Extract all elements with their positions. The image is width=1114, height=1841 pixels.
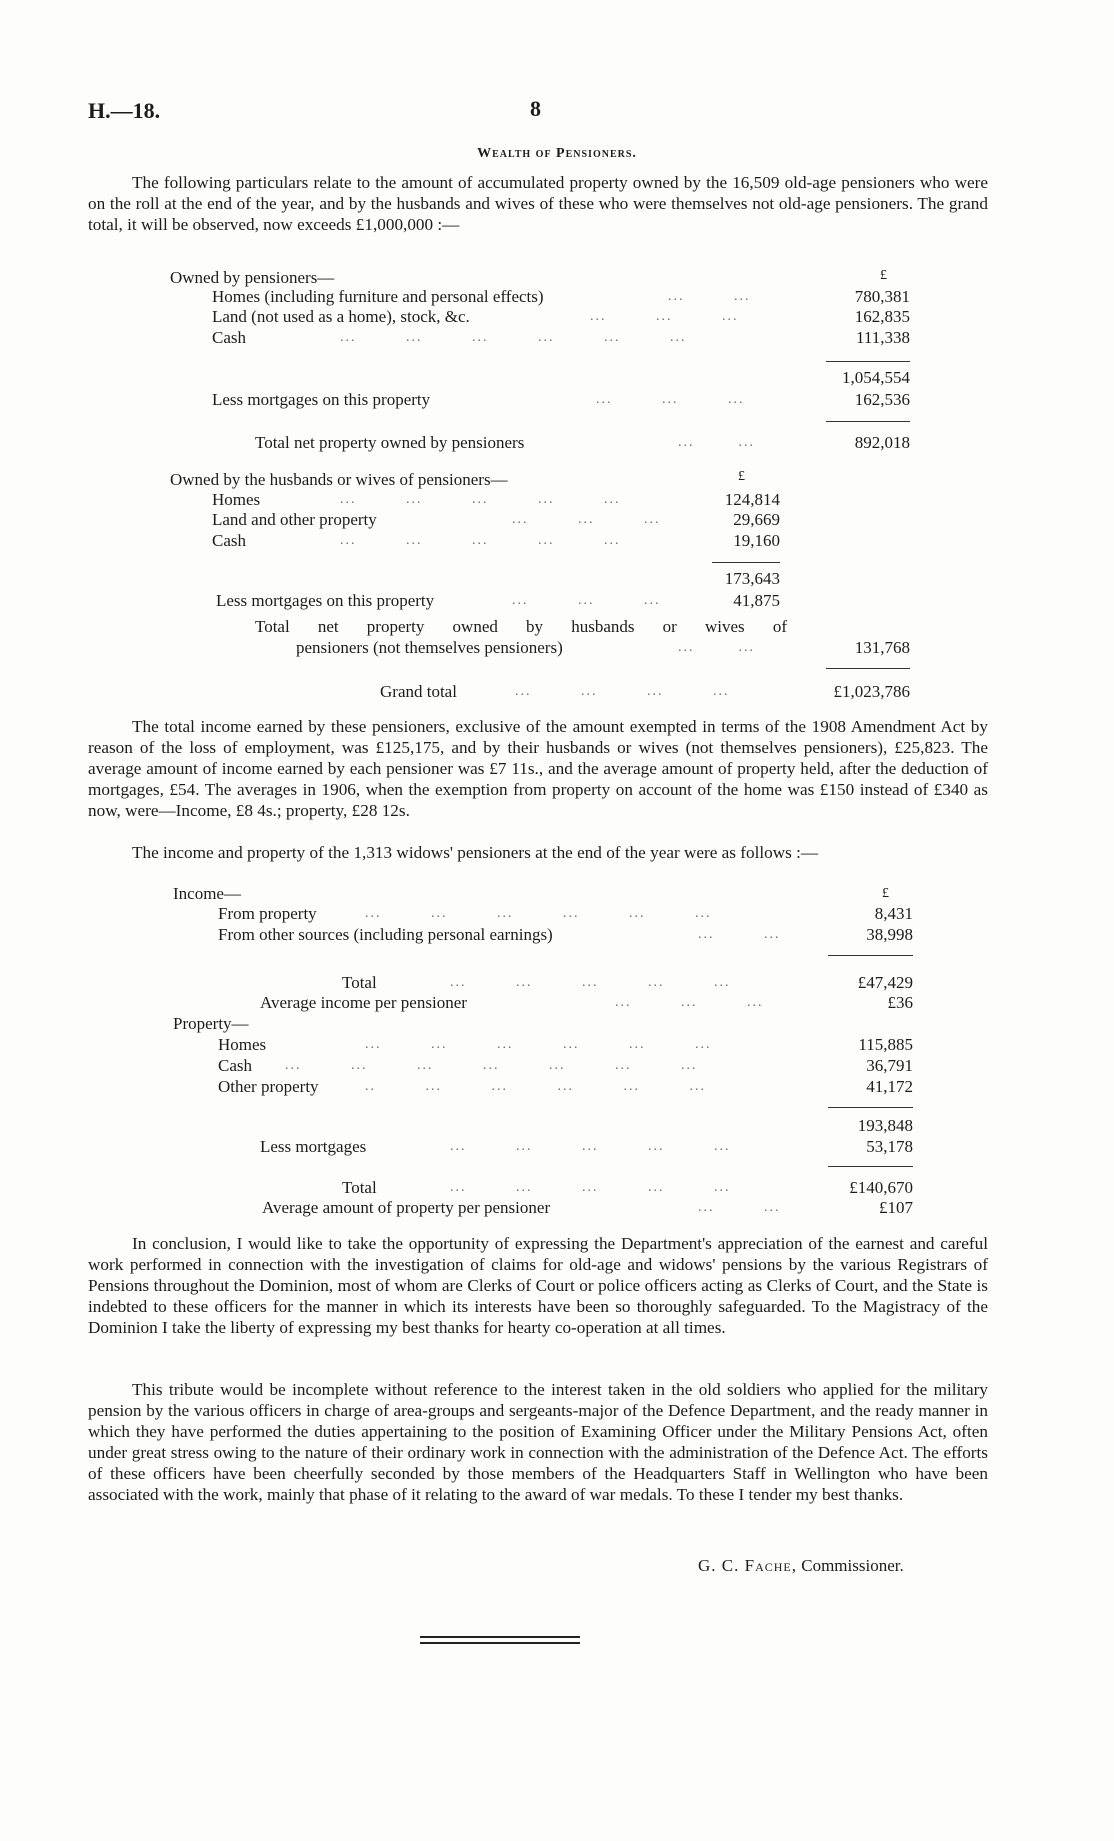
row-value: 111,338 — [856, 328, 910, 347]
sum-rule — [826, 361, 910, 362]
intro-text: The following particulars relate to the amount of accumulated property owned by the 16,509 old-age pensioners who were on the roll at the end of the year, and by the husbands and wives of these who were themselves not old-age pensioners. The grand total, it will be observed, now exceeds £1,000,000 :— — [88, 173, 988, 234]
row-label: Less mortgages on this property — [216, 591, 435, 610]
intro-paragraph — [88, 172, 988, 235]
leader-dots: ... ... — [678, 640, 755, 655]
property-subtotal: 193,848 — [857, 1116, 913, 1135]
row-value: £47,429 — [857, 973, 913, 992]
row-value: 115,885 — [858, 1035, 913, 1054]
row-label: Homes (including furniture and personal effects) — [212, 287, 544, 306]
owned-heading: Owned by pensioners— — [170, 268, 335, 287]
sum-rule — [828, 1107, 913, 1108]
leader-dots: ... ... ... ... ... ... — [340, 330, 687, 345]
row-label: Average amount of property per pensioner — [262, 1198, 551, 1217]
spouse-subtotal: 173,643 — [724, 569, 780, 588]
widows-text: The income and property of the 1,313 widows' pensioners at the end of the year were as follows :— — [132, 843, 819, 862]
signature — [698, 1556, 904, 1576]
row-value: 8,431 — [874, 904, 913, 923]
pound-header: £ — [880, 268, 887, 283]
leader-dots: ... ... ... ... ... ... ... — [285, 1058, 698, 1073]
leader-dots: ... ... ... — [615, 995, 764, 1010]
row-value: 41,172 — [866, 1077, 913, 1096]
row-label: Less mortgages on this property — [212, 390, 431, 409]
sum-rule — [828, 1166, 913, 1167]
sum-rule — [828, 955, 913, 956]
leader-dots: ... ... ... ... ... — [450, 1139, 731, 1154]
row-label: Cash — [212, 531, 246, 550]
grand-total-value: £1,023,786 — [833, 682, 910, 701]
spouse-net-line1: Total net property owned by husbands or wives of — [255, 617, 787, 636]
conclusion-paragraph — [88, 1233, 988, 1338]
income-heading: Income— — [173, 884, 241, 903]
leader-dots: ... ... ... ... ... — [450, 975, 731, 990]
property-heading: Property— — [173, 1014, 249, 1033]
sum-rule — [712, 562, 780, 563]
leader-dots: ... ... ... ... ... — [340, 492, 621, 507]
leader-dots: ... ... ... — [512, 593, 661, 608]
tribute-text: This tribute would be incomplete without reference to the interest taken in the old soldiers who applied for the military pension by the various officers in charge of area-groups and sergeants-major of the Defence Department, and the ready manner in which they have performed the duties appertaining to the position of Examining Officer under the Military Pensions Act, often under great stress owing to the nature of their ordinary work in connection with the administration of the Defence Act. The efforts of these officers have been cheerfully seconded by those members of the Headquarters Staff in Wellington who have been associated with the work, mainly that phase of it relating to the award of war medals. To these I tender my best thanks. — [88, 1380, 988, 1504]
widows-paragraph — [88, 842, 988, 863]
spouse-pound-header: £ — [738, 469, 745, 484]
row-value: 19,160 — [733, 531, 780, 550]
row-value: 131,768 — [854, 638, 910, 657]
leader-dots: ... ... ... ... ... — [450, 1180, 731, 1195]
row-label: Other property — [218, 1077, 319, 1096]
row-value: 53,178 — [866, 1137, 913, 1156]
row-label: Cash — [212, 328, 246, 347]
row-label: Average income per pensioner — [260, 993, 467, 1012]
end-rule — [420, 1642, 580, 1644]
row-value: 124,814 — [724, 490, 780, 509]
row-label: Land (not used as a home), stock, &c. — [212, 307, 470, 326]
row-value: 780,381 — [854, 287, 910, 306]
row-value: £140,670 — [849, 1178, 913, 1197]
row-label: Cash — [218, 1056, 252, 1075]
row-label: Grand total — [380, 682, 457, 701]
leader-dots: ... ... ... ... ... ... — [365, 906, 712, 921]
row-label: From other sources (including personal earnings) — [218, 925, 553, 944]
spouse-heading: Owned by the husbands or wives of pensioners— — [170, 470, 508, 489]
row-label: Total net property owned by pensioners — [255, 433, 525, 452]
leader-dots: ... ... ... ... ... ... — [365, 1037, 712, 1052]
row-value: 38,998 — [866, 925, 913, 944]
income-text: The total income earned by these pensioners, exclusive of the amount exempted in terms of the 1908 Amendment Act by reason of the loss of employment, was £125,175, and by their husbands or wives (not themselves pensioners), £25,823. The average amount of income earned by each pensioner was £7 11s., and the average amount of property held, after the deduction of mortgages, £54. The averages in 1906, when the exemption from property on account of the home was £150 instead of £340 as now, were—Income, £8 4s.; property, £28 12s. — [88, 717, 988, 820]
row-label: Land and other property — [212, 510, 377, 529]
leader-dots: ... ... ... ... — [515, 684, 730, 699]
leader-dots: ... ... — [668, 289, 751, 304]
tribute-paragraph — [88, 1379, 988, 1505]
row-value: 892,018 — [854, 433, 910, 452]
leader-dots: ... ... — [678, 435, 755, 450]
row-value: 162,536 — [854, 390, 910, 409]
row-label: Less mortgages — [260, 1137, 367, 1156]
row-label: Homes — [212, 490, 261, 509]
row-value: £107 — [879, 1198, 913, 1217]
row-label: From property — [218, 904, 317, 923]
income-paragraph — [88, 716, 988, 821]
leader-dots: ... ... ... — [590, 309, 739, 324]
row-label: Total — [342, 973, 377, 992]
row-value: 36,791 — [866, 1056, 913, 1075]
row-value: 29,669 — [733, 510, 780, 529]
sum-rule — [826, 421, 910, 422]
end-rule — [420, 1636, 580, 1638]
row-value: 162,835 — [854, 307, 910, 326]
leader-dots: ... ... ... — [596, 392, 745, 407]
row-value: 41,875 — [733, 591, 780, 610]
leader-dots: ... ... — [698, 927, 781, 942]
document-reference: H.—18. — [88, 98, 161, 123]
signatory-name: G. C. Fache, — [698, 1556, 797, 1575]
page-number: 8 — [530, 96, 541, 121]
row-value: £36 — [887, 993, 913, 1012]
signatory-title: Commissioner. — [801, 1556, 904, 1575]
conclusion-text: In conclusion, I would like to take the opportunity of expressing the Department's appreciation of the earnest and careful work performed in connection with the investigation of claims for old-age and widows' pensions by the various Registrars of Pensions throughout the Dominion, most of whom are Clerks of Court or police officers acting as Clerks of Court, and the State is indebted to these officers for the manner in which its interests have been so thoroughly safeguarded. To the Magistracy of the Dominion I take the liberty of expressing my best thanks for hearty co-operation at all times. — [88, 1234, 988, 1337]
leader-dots: ... ... ... — [512, 512, 661, 527]
row-label: pensioners (not themselves pensioners) — [296, 638, 563, 657]
subtotal-value: 1,054,554 — [842, 368, 910, 387]
leader-dots: ... ... ... ... ... — [340, 533, 621, 548]
row-label: Total — [342, 1178, 377, 1197]
section-title: Wealth of Pensioners. — [477, 146, 637, 161]
row-label: Homes — [218, 1035, 267, 1054]
leader-dots: ... ... — [698, 1200, 781, 1215]
sum-rule — [826, 668, 910, 669]
pound-header: £ — [882, 886, 889, 901]
leader-dots: .. ... ... ... ... ... — [365, 1079, 706, 1094]
